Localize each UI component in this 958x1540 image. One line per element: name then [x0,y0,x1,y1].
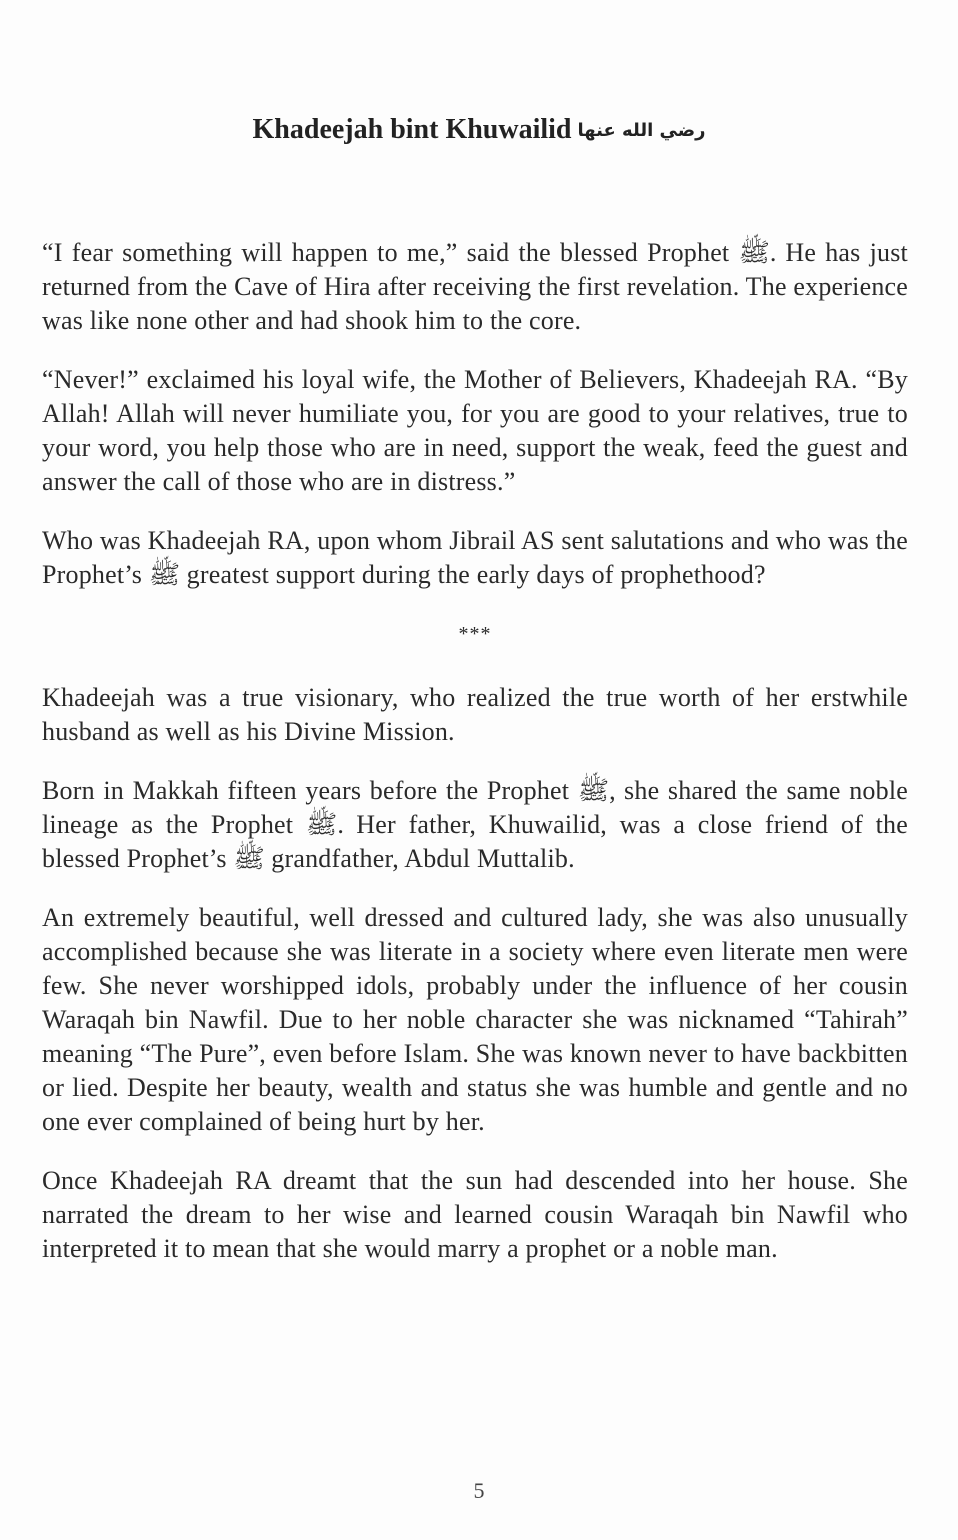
page-number: 5 [473,1478,485,1503]
paragraph: Who was Khadeejah RA, upon whom Jibrail AS sent salutations and who was the Prophet’s ﷺ greatest support during the early days of prophethood? [42,526,908,589]
chapter-title-text: Khadeejah bint Khuwailid [252,114,572,145]
paragraph: Once Khadeejah RA dreamt that the sun had descended into her house. She narrated the dream to her wise and learned cousin Waraqah bin Nawfil who interpreted it to mean that she would marry a prophet or a noble man. [42,1166,908,1263]
paragraph: Khadeejah was a true visionary, who realized the true worth of her erstwhile husband as well as his Divine Mission. [42,683,908,746]
paragraph: “I fear something will happen to me,” said the blessed Prophet ﷺ. He has just returned from the Cave of Hira after receiving the first revelation. The experience was like none other and had shook him to the core. [42,238,908,335]
chapter-title [0,114,958,146]
paragraph: “Never!” exclaimed his loyal wife, the Mother of Believers, Khadeejah RA. “By Allah! Allah will never humiliate you, for you are good to your relatives, true to your word, you help those who are in need, support the weak, feed the guest and answer the call of those who are in distress.” [42,365,908,496]
section-separator: *** [458,623,492,645]
paragraph: Born in Makkah fifteen years before the Prophet ﷺ, she shared the same noble lineage as the Prophet ﷺ. Her father, Khuwailid, was a close friend of the blessed Prophet’s ﷺ grandfather, Abdul Muttalib. [42,776,908,873]
honorific-icon: رضي الله عنها [577,120,706,141]
paragraph: An extremely beautiful, well dressed and cultured lady, she was also unusually accomplished because she was literate in a society where even literate men were few. She never worshipped idols, probably under the influence of her cousin Waraqah bin Nawfil. Due to her noble character she was nicknamed “Tahirah” meaning “The Pure”, even before Islam. She was known never to have backbitten or lied. Despite her beauty, wealth and status she was humble and gentle and no one ever complained of being hurt by her. [42,903,908,1136]
chapter-body [42,236,908,1291]
